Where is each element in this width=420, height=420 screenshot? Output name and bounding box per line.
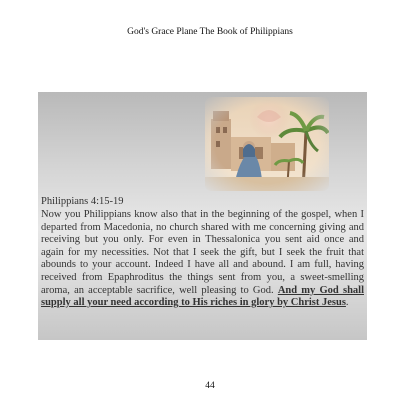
- passage-text: Now you Philippians know also that in the beginning of the gospel, when I departed from Macedonia, no church shared with me concerning giving and receiving but you only. For even in Thessalonica you sent aid once and again for my necessities. Not that I seek the gift, but I seek the fruit that abounds to your account. Indeed I have all and abound. I am full, having received from Epaphroditus the things sent from you, a sweet-smelling aroma, an acceptable sacrifice, well pleasing to God.: [41, 209, 364, 296]
- scripture-reference: Philippians 4:15-19: [41, 196, 124, 207]
- page-header-title: God's Grace Plane The Book of Philippians: [127, 27, 293, 37]
- passage-closing: .: [345, 297, 349, 309]
- page-number: 44: [205, 381, 215, 391]
- biblical-scene-illustration: [205, 97, 329, 191]
- scripture-passage: [41, 209, 364, 310]
- passage-emphasis: And my God shall supply all your need according to His riches in glory by Christ Jesus: [41, 284, 364, 309]
